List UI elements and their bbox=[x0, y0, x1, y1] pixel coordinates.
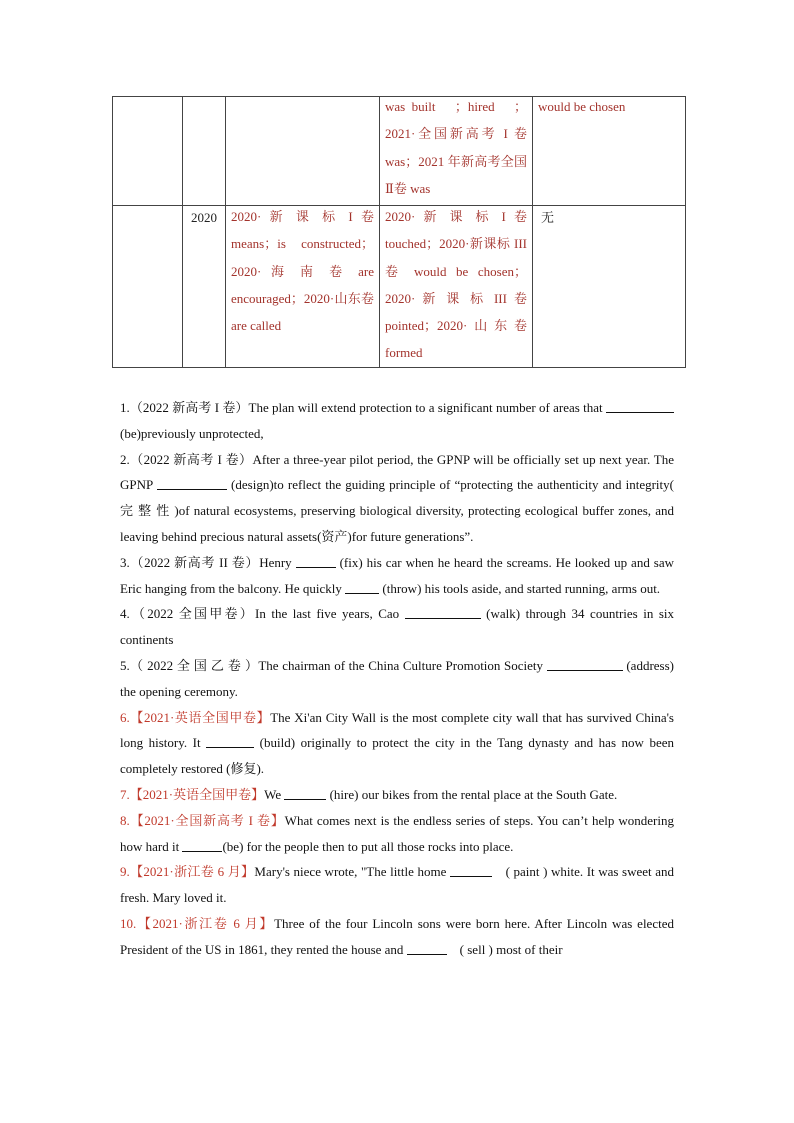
question-number: 7. bbox=[120, 786, 130, 802]
question-text: In the last five years, Cao bbox=[255, 606, 405, 622]
question-text: The Xi'an City Wall is the most complete city wall that has survived China's long history. It bbox=[120, 709, 674, 751]
question-text: (fix) his car when he heard the screams. He looked up and saw Eric hanging from the balcony. He quickly bbox=[120, 554, 674, 596]
question-item bbox=[120, 447, 674, 550]
question-number: 1. bbox=[120, 400, 130, 415]
question-source: （2022 新高考 I 卷） bbox=[129, 451, 253, 467]
question-item bbox=[120, 782, 674, 808]
question-item bbox=[120, 395, 674, 447]
table-cell bbox=[226, 206, 380, 368]
question-text: We bbox=[264, 786, 285, 802]
exam-summary-table bbox=[112, 96, 686, 368]
question-number: 9. bbox=[120, 864, 130, 880]
question-text: (build) originally to protect the city in the Tang dynasty and has now been completely restored (修复). bbox=[120, 735, 674, 777]
table-cell bbox=[113, 206, 183, 368]
question-item bbox=[120, 859, 674, 911]
table-row bbox=[113, 97, 686, 206]
question-source: （2022 新高考 I 卷） bbox=[129, 400, 249, 415]
question-text: The chairman of the China Culture Promotion Society bbox=[258, 657, 547, 673]
question-text: ( paint ) white. It was sweet and fresh. Mary loved it. bbox=[120, 864, 674, 906]
table-cell bbox=[183, 206, 226, 368]
question-text: Henry bbox=[259, 554, 296, 570]
table-row bbox=[113, 206, 686, 368]
question-number: 8. bbox=[120, 812, 130, 828]
answer-blank[interactable] bbox=[284, 786, 326, 800]
question-item bbox=[120, 911, 674, 963]
answer-blank[interactable] bbox=[345, 580, 379, 594]
question-source: 【2021·英语全国甲卷】 bbox=[129, 786, 265, 802]
question-number: 5. bbox=[120, 657, 130, 673]
question-source: （2022 全国甲卷） bbox=[129, 606, 256, 622]
question-text: (be)previously unprotected, bbox=[120, 425, 264, 441]
question-text: (address) the opening ceremony. bbox=[120, 657, 674, 699]
answer-blank[interactable] bbox=[206, 734, 254, 748]
question-source: （2022 新高考 II 卷） bbox=[129, 554, 260, 570]
modal-passive-cell: would be chosen bbox=[538, 99, 626, 114]
question-number: 2. bbox=[120, 451, 130, 467]
question-text: (be) for the people then to put all those rocks into place. bbox=[222, 838, 514, 854]
question-text: ( sell ) most of their bbox=[446, 941, 563, 957]
question-number: 3. bbox=[120, 554, 130, 570]
question-text: Three of the four Lincoln sons were born here. After Lincoln was elected President of the US in 1861, they rented the house and bbox=[120, 915, 674, 957]
answer-blank[interactable] bbox=[405, 605, 481, 619]
table-cell bbox=[380, 206, 533, 368]
answer-blank[interactable] bbox=[182, 838, 222, 852]
answer-blank[interactable] bbox=[450, 863, 492, 877]
question-text: The plan will extend protection to a significant number of areas that bbox=[248, 400, 606, 415]
question-number: 6. bbox=[120, 709, 130, 725]
question-text: Mary's niece wrote, "The little home bbox=[254, 864, 450, 880]
answer-blank[interactable] bbox=[296, 554, 336, 568]
question-text: (hire) our bikes from the rental place at the South Gate. bbox=[326, 786, 618, 802]
question-source: 【2021·浙江卷 6 月】 bbox=[129, 864, 255, 880]
present-examples-cell: 2020· 新 课 标 I 卷 means；is constructed；2020· 海 南 卷 are encouraged；2020·山东卷 are called bbox=[231, 209, 374, 334]
question-text: After a three-year pilot period, the GPNP will be officially set up next year. The GPNP bbox=[120, 451, 674, 493]
question-item bbox=[120, 601, 674, 653]
question-text: (throw) his tools aside, and started running, arms out. bbox=[379, 580, 661, 596]
question-text: (design)to reflect the guiding principle of “protecting the authenticity and integrity( 完 整 性 )of natural ecosystems, preserving biological diversity, protecting ecological buffer zones, and leaving behind precious natural assets(资产)for future generations”. bbox=[120, 477, 674, 544]
question-number: 4. bbox=[120, 606, 130, 622]
question-source: （ 2022 全 国 乙 卷 ） bbox=[129, 657, 259, 673]
question-item bbox=[120, 705, 674, 782]
question-source: 【2021·浙江卷 6 月】 bbox=[136, 915, 275, 931]
table-cell bbox=[226, 97, 380, 206]
answer-blank[interactable] bbox=[547, 657, 623, 671]
table-cell bbox=[533, 206, 686, 368]
answer-blank[interactable] bbox=[157, 476, 227, 490]
question-item bbox=[120, 653, 674, 705]
question-item bbox=[120, 808, 674, 860]
answer-blank[interactable] bbox=[407, 941, 447, 955]
question-number: 10. bbox=[120, 915, 137, 931]
passive-examples-cell: was built ；hired ；2021·全国新高考 I 卷 was；2021 年新高考全国Ⅱ卷 was bbox=[385, 99, 527, 196]
question-text: (walk) through 34 countries in six continents bbox=[120, 606, 674, 648]
question-text: What comes next is the endless series of steps. You can’t help wondering how hard it bbox=[120, 812, 674, 854]
question-item bbox=[120, 550, 674, 602]
table-cell bbox=[533, 97, 686, 206]
year-label: 2020 bbox=[191, 210, 217, 225]
question-source: 【2021·全国新高考 I 卷】 bbox=[129, 812, 285, 828]
question-list bbox=[120, 395, 674, 963]
past-examples-cell: 2020· 新 课 标 I 卷 touched；2020·新课标 III 卷 would be chosen；2020· 新 课 标 III 卷 pointed；2020·山东卷 formed bbox=[385, 209, 527, 361]
question-source: 【2021·英语全国甲卷】 bbox=[129, 709, 271, 725]
none-label: 无 bbox=[541, 210, 555, 225]
table-cell bbox=[183, 97, 226, 206]
answer-blank[interactable] bbox=[606, 399, 674, 413]
table-cell bbox=[380, 97, 533, 206]
table-cell bbox=[113, 97, 183, 206]
